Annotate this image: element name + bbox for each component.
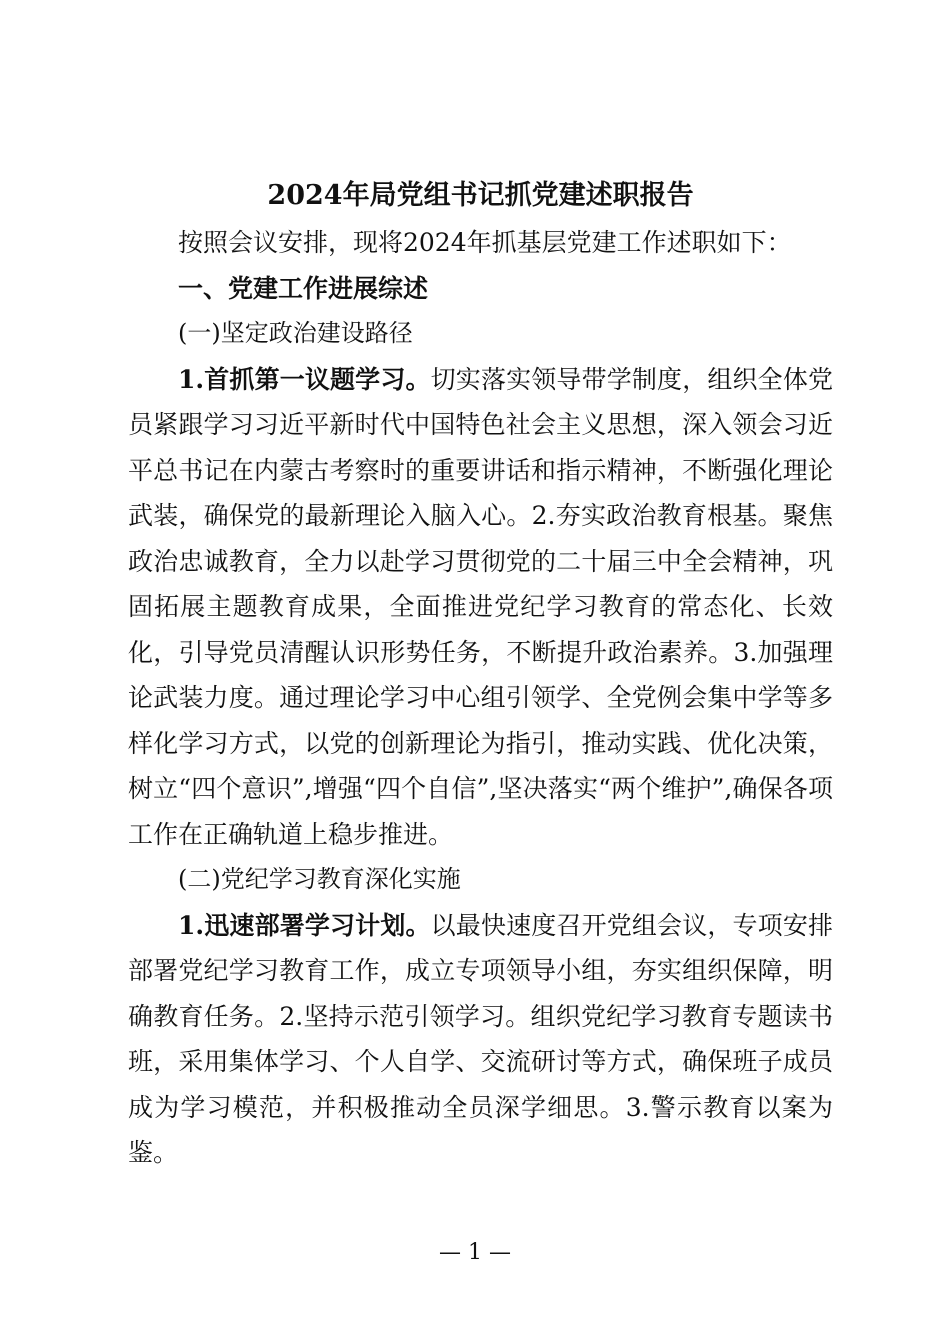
page-number: — 1 — (439, 1240, 511, 1265)
subsection-1-paragraph (128, 357, 833, 858)
subsection-1-lead: 1.首抓第一议题学习。 (178, 364, 431, 394)
document-title: 2024年局党组书记抓党建述职报告 (267, 180, 694, 211)
subsection-heading-2: (二)党纪学习教育深化实施 (178, 865, 461, 893)
subsection-1-body: 切实落实领导带学制度，组织全体党员紧跟学习习近平新时代中国特色社会主义思想，深入领会习近平总书记在内蒙古考察时的重要讲话和指示精神，不断强化理论武装，确保党的最新理论入脑入心。2.夯实政治教育根基。聚焦政治忠诚教育，全力以赴学习贯彻党的二十届三中全会精神，巩固拓展主题教育成果，全面推进党纪学习教育的常态化、长效化，引导党员清醒认识形势任务，不断提升政治素养。3.加强理论武装力度。通过理论学习中心组引领学、全党例会集中学等多样化学习方式，以党的创新理论为指引，推动实践、优化决策，树立“四个意识”,增强“四个自信”,坚决落实“两个维护”,确保各项工作在正确轨道上稳步推进。 (128, 364, 833, 849)
document-body (128, 172, 833, 1176)
subsection-2-lead: 1.迅速部署学习计划。 (178, 910, 431, 940)
section-heading: 一、党建工作进展综述 (178, 273, 429, 303)
subsection-heading-1: (一)坚定政治建设路径 (178, 319, 413, 347)
intro-paragraph: 按照会议安排，现将2024年抓基层党建工作述职如下： (178, 228, 792, 257)
subsection-2-paragraph (128, 903, 833, 1176)
subsection-2-body: 以最快速度召开党组会议，专项安排部署党纪学习教育工作，成立专项领导小组，夯实组织保障，明确教育任务。2.坚持示范引领学习。组织党纪学习教育专题读书班，采用集体学习、个人自学、交流研讨等方式，确保班子成员成为学习模范，并积极推动全员深学细思。3.警示教育以案为鉴。 (128, 910, 833, 1167)
